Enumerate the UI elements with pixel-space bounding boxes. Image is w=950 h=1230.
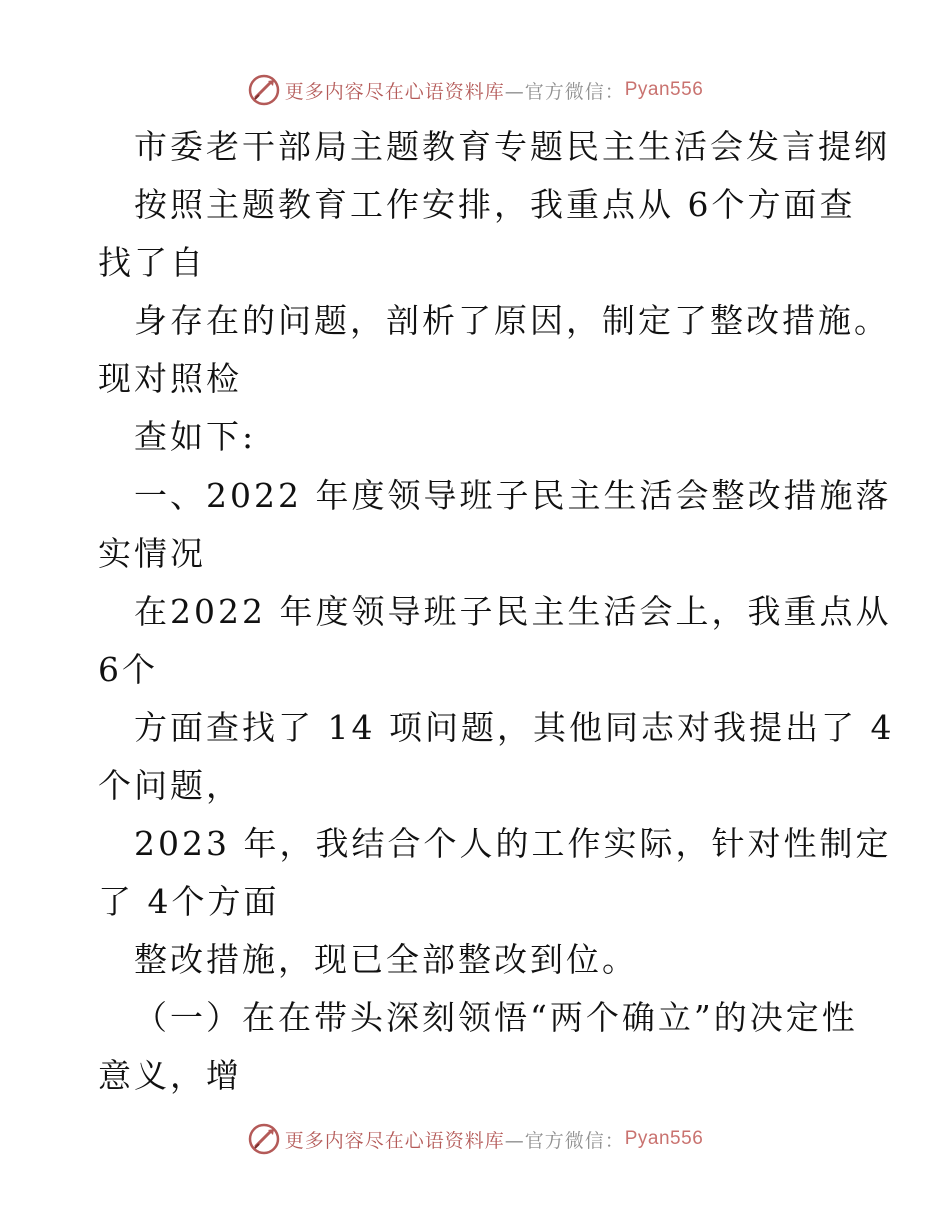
watermark-footer	[0, 1119, 950, 1159]
watermark-main-text: 更多内容尽在心语资料库	[284, 80, 505, 103]
paragraph-line: 找了自	[98, 243, 206, 282]
paragraph-line: 整改措施，现已全部整改到位。	[134, 940, 638, 979]
paragraph-line: 方面查找了 14 项问题，其他同志对我提出了 4	[134, 708, 895, 747]
subsection-heading: （一）在在带头深刻领悟“两个确立”的决定性	[134, 998, 858, 1037]
section-heading: 实情况	[98, 534, 206, 573]
paragraph-line: 身存在的问题，剖析了原因，制定了整改措施。	[134, 301, 890, 340]
paragraph-line: 现对照检	[98, 359, 242, 398]
watermark-separator-text: —官方微信：	[504, 1129, 625, 1152]
paragraph-line: 按照主题教育工作安排，我重点从 6个方面查	[134, 185, 856, 224]
watermark-account-id: Pyan556	[624, 1128, 704, 1149]
paragraph-line: 了 4个方面	[98, 882, 280, 921]
document-title: 市委老干部局主题教育专题民主生活会发言提纲	[134, 127, 890, 166]
watermark-account-id: Pyan556	[624, 79, 704, 100]
quill-pen-seal-icon	[247, 1122, 281, 1156]
watermark-separator-text: —官方微信：	[504, 80, 625, 103]
watermark-main-text: 更多内容尽在心语资料库	[284, 1129, 505, 1152]
subsection-heading: 意义，增	[98, 1056, 242, 1095]
paragraph-line: 查如下:	[134, 417, 257, 456]
section-heading: 一、2022 年度领导班子民主生活会整改措施落	[134, 476, 892, 515]
paragraph-line: 个问题，	[98, 766, 242, 805]
paragraph-line: 在2022 年度领导班子民主生活会上，我重点从	[134, 592, 892, 631]
paragraph-line: 6个	[98, 650, 158, 689]
paragraph-line: 2023 年，我结合个人的工作实际，针对性制定	[134, 824, 892, 863]
